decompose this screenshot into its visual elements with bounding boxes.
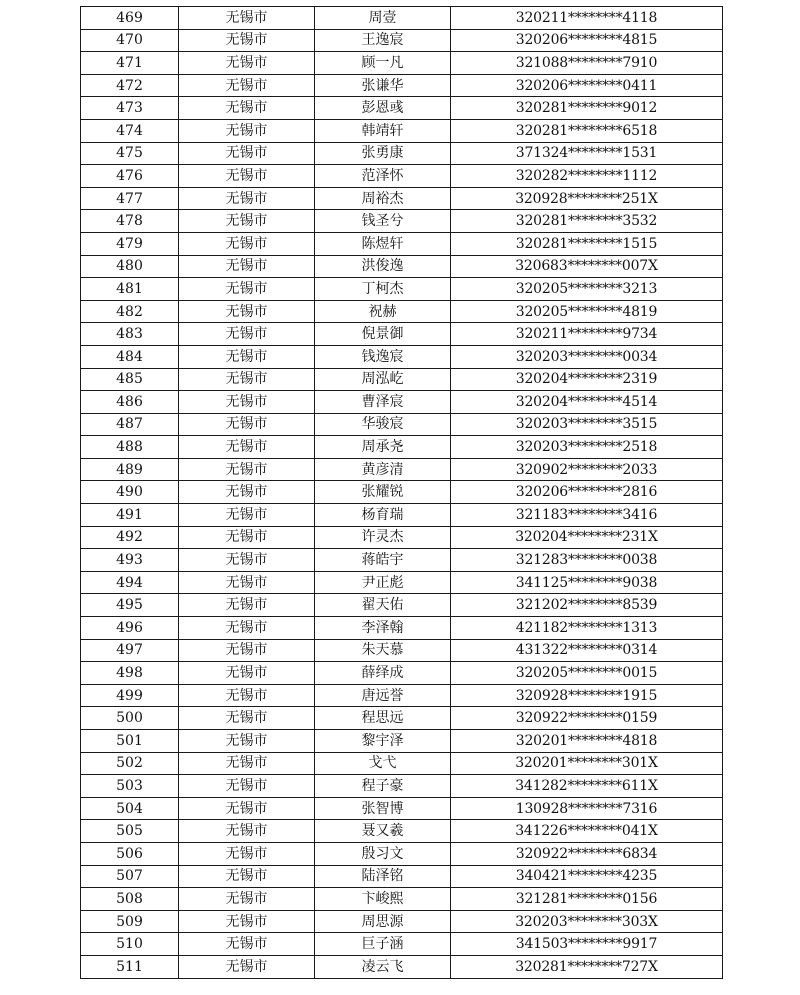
city-cell: 无锡市 (179, 526, 315, 549)
id-number-cell: 320203********2518 (451, 436, 723, 459)
row-number-cell: 511 (81, 955, 179, 978)
table-row (81, 142, 723, 165)
name-cell: 周壹 (315, 7, 451, 30)
row-number-cell: 483 (81, 323, 179, 346)
table-row (81, 639, 723, 662)
table-row (81, 323, 723, 346)
name-cell: 顾一凡 (315, 52, 451, 75)
id-number-cell: 320205********4819 (451, 300, 723, 323)
name-cell: 张谦华 (315, 74, 451, 97)
id-number-cell: 320922********6834 (451, 842, 723, 865)
name-cell: 钱逸宸 (315, 345, 451, 368)
name-cell: 祝赫 (315, 300, 451, 323)
table-row (81, 74, 723, 97)
id-number-cell: 320928********1915 (451, 684, 723, 707)
name-cell: 王逸宸 (315, 29, 451, 52)
table-row (81, 232, 723, 255)
row-number-cell: 475 (81, 142, 179, 165)
row-number-cell: 491 (81, 504, 179, 527)
city-cell: 无锡市 (179, 955, 315, 978)
id-number-cell: 320928********251X (451, 187, 723, 210)
id-number-cell: 371324********1531 (451, 142, 723, 165)
row-number-cell: 507 (81, 865, 179, 888)
name-cell: 唐远誉 (315, 684, 451, 707)
table-row (81, 278, 723, 301)
city-cell: 无锡市 (179, 391, 315, 414)
table-row (81, 210, 723, 233)
name-cell: 曹泽宸 (315, 391, 451, 414)
name-cell: 倪景御 (315, 323, 451, 346)
table-row (81, 368, 723, 391)
table-row (81, 345, 723, 368)
name-cell: 张智博 (315, 797, 451, 820)
row-number-cell: 489 (81, 458, 179, 481)
row-number-cell: 498 (81, 662, 179, 685)
table-row (81, 391, 723, 414)
name-cell: 洪俊逸 (315, 255, 451, 278)
name-cell: 尹正彪 (315, 571, 451, 594)
row-number-cell: 504 (81, 797, 179, 820)
name-cell: 韩靖轩 (315, 119, 451, 142)
table-row (81, 436, 723, 459)
name-cell: 周裕杰 (315, 187, 451, 210)
row-number-cell: 497 (81, 639, 179, 662)
table-row (81, 481, 723, 504)
table-row (81, 684, 723, 707)
row-number-cell: 479 (81, 232, 179, 255)
city-cell: 无锡市 (179, 345, 315, 368)
id-number-cell: 321202********8539 (451, 594, 723, 617)
name-cell: 卞峻熙 (315, 888, 451, 911)
id-number-cell: 321281********0156 (451, 888, 723, 911)
name-cell: 巨子涵 (315, 933, 451, 956)
table-row (81, 165, 723, 188)
table-row (81, 504, 723, 527)
city-cell: 无锡市 (179, 910, 315, 933)
name-cell: 陈煜轩 (315, 232, 451, 255)
table-row (81, 458, 723, 481)
row-number-cell: 505 (81, 820, 179, 843)
name-cell: 朱天慕 (315, 639, 451, 662)
name-cell: 许灵杰 (315, 526, 451, 549)
row-number-cell: 471 (81, 52, 179, 75)
name-cell: 聂又羲 (315, 820, 451, 843)
city-cell: 无锡市 (179, 662, 315, 685)
city-cell: 无锡市 (179, 165, 315, 188)
id-number-cell: 341282********611X (451, 775, 723, 798)
city-cell: 无锡市 (179, 142, 315, 165)
table-row (81, 594, 723, 617)
name-cell: 殷习文 (315, 842, 451, 865)
city-cell: 无锡市 (179, 458, 315, 481)
table-row (81, 888, 723, 911)
id-number-cell: 320683********007X (451, 255, 723, 278)
row-number-cell: 486 (81, 391, 179, 414)
table-row (81, 662, 723, 685)
city-cell: 无锡市 (179, 323, 315, 346)
table-row (81, 97, 723, 120)
id-number-cell: 321183********3416 (451, 504, 723, 527)
city-cell: 无锡市 (179, 842, 315, 865)
id-number-cell: 320204********2319 (451, 368, 723, 391)
id-number-cell: 320206********4815 (451, 29, 723, 52)
name-cell: 薛绎成 (315, 662, 451, 685)
city-cell: 无锡市 (179, 481, 315, 504)
row-number-cell: 482 (81, 300, 179, 323)
table-row (81, 300, 723, 323)
city-cell: 无锡市 (179, 707, 315, 730)
table-row (81, 955, 723, 978)
row-number-cell: 476 (81, 165, 179, 188)
name-cell: 李泽翰 (315, 617, 451, 640)
city-cell: 无锡市 (179, 368, 315, 391)
roster-body (81, 7, 723, 979)
city-cell: 无锡市 (179, 278, 315, 301)
table-row (81, 797, 723, 820)
id-number-cell: 320206********0411 (451, 74, 723, 97)
table-row (81, 707, 723, 730)
name-cell: 周承尧 (315, 436, 451, 459)
row-number-cell: 488 (81, 436, 179, 459)
row-number-cell: 472 (81, 74, 179, 97)
id-number-cell: 341226********041X (451, 820, 723, 843)
city-cell: 无锡市 (179, 7, 315, 30)
row-number-cell: 487 (81, 413, 179, 436)
id-number-cell: 320922********0159 (451, 707, 723, 730)
city-cell: 无锡市 (179, 504, 315, 527)
name-cell: 周泓屹 (315, 368, 451, 391)
id-number-cell: 431322********0314 (451, 639, 723, 662)
id-number-cell: 320281********9012 (451, 97, 723, 120)
id-number-cell: 320281********6518 (451, 119, 723, 142)
name-cell: 钱圣兮 (315, 210, 451, 233)
city-cell: 无锡市 (179, 888, 315, 911)
row-number-cell: 508 (81, 888, 179, 911)
city-cell: 无锡市 (179, 187, 315, 210)
table-row (81, 549, 723, 572)
city-cell: 无锡市 (179, 29, 315, 52)
row-number-cell: 469 (81, 7, 179, 30)
id-number-cell: 130928********7316 (451, 797, 723, 820)
city-cell: 无锡市 (179, 571, 315, 594)
id-number-cell: 340421********4235 (451, 865, 723, 888)
city-cell: 无锡市 (179, 933, 315, 956)
table-row (81, 775, 723, 798)
roster-table (80, 6, 723, 979)
id-number-cell: 341125********9038 (451, 571, 723, 594)
table-row (81, 255, 723, 278)
row-number-cell: 494 (81, 571, 179, 594)
id-number-cell: 320204********4514 (451, 391, 723, 414)
city-cell: 无锡市 (179, 210, 315, 233)
row-number-cell: 477 (81, 187, 179, 210)
table-row (81, 52, 723, 75)
table-row (81, 752, 723, 775)
table-row (81, 571, 723, 594)
row-number-cell: 495 (81, 594, 179, 617)
id-number-cell: 321283********0038 (451, 549, 723, 572)
id-number-cell: 320211********9734 (451, 323, 723, 346)
name-cell: 张勇康 (315, 142, 451, 165)
table-row (81, 842, 723, 865)
row-number-cell: 503 (81, 775, 179, 798)
name-cell: 丁柯杰 (315, 278, 451, 301)
name-cell: 范泽怀 (315, 165, 451, 188)
table-row (81, 413, 723, 436)
city-cell: 无锡市 (179, 232, 315, 255)
city-cell: 无锡市 (179, 436, 315, 459)
id-number-cell: 320205********0015 (451, 662, 723, 685)
id-number-cell: 320281********3532 (451, 210, 723, 233)
row-number-cell: 501 (81, 730, 179, 753)
id-number-cell: 321088********7910 (451, 52, 723, 75)
row-number-cell: 509 (81, 910, 179, 933)
id-number-cell: 341503********9917 (451, 933, 723, 956)
name-cell: 杨育瑞 (315, 504, 451, 527)
table-row (81, 526, 723, 549)
row-number-cell: 502 (81, 752, 179, 775)
table-row (81, 187, 723, 210)
city-cell: 无锡市 (179, 639, 315, 662)
city-cell: 无锡市 (179, 752, 315, 775)
row-number-cell: 484 (81, 345, 179, 368)
city-cell: 无锡市 (179, 797, 315, 820)
row-number-cell: 499 (81, 684, 179, 707)
name-cell: 翟天佑 (315, 594, 451, 617)
table-row (81, 730, 723, 753)
name-cell: 程子豪 (315, 775, 451, 798)
city-cell: 无锡市 (179, 684, 315, 707)
id-number-cell: 320902********2033 (451, 458, 723, 481)
name-cell: 周思源 (315, 910, 451, 933)
table-row (81, 617, 723, 640)
id-number-cell: 421182********1313 (451, 617, 723, 640)
row-number-cell: 493 (81, 549, 179, 572)
id-number-cell: 320282********1112 (451, 165, 723, 188)
city-cell: 无锡市 (179, 413, 315, 436)
name-cell: 程思远 (315, 707, 451, 730)
table-row (81, 865, 723, 888)
table-row (81, 910, 723, 933)
id-number-cell: 320205********3213 (451, 278, 723, 301)
row-number-cell: 478 (81, 210, 179, 233)
name-cell: 华骏宸 (315, 413, 451, 436)
name-cell: 凌云飞 (315, 955, 451, 978)
id-number-cell: 320281********1515 (451, 232, 723, 255)
city-cell: 无锡市 (179, 97, 315, 120)
id-number-cell: 320201********4818 (451, 730, 723, 753)
table-row (81, 933, 723, 956)
city-cell: 无锡市 (179, 730, 315, 753)
id-number-cell: 320203********303X (451, 910, 723, 933)
id-number-cell: 320203********3515 (451, 413, 723, 436)
name-cell: 戈弋 (315, 752, 451, 775)
row-number-cell: 496 (81, 617, 179, 640)
table-row (81, 119, 723, 142)
id-number-cell: 320206********2816 (451, 481, 723, 504)
row-number-cell: 470 (81, 29, 179, 52)
id-number-cell: 320204********231X (451, 526, 723, 549)
table-row (81, 820, 723, 843)
city-cell: 无锡市 (179, 617, 315, 640)
row-number-cell: 492 (81, 526, 179, 549)
city-cell: 无锡市 (179, 549, 315, 572)
table-row (81, 7, 723, 30)
name-cell: 张耀锐 (315, 481, 451, 504)
id-number-cell: 320211********4118 (451, 7, 723, 30)
row-number-cell: 474 (81, 119, 179, 142)
city-cell: 无锡市 (179, 74, 315, 97)
city-cell: 无锡市 (179, 865, 315, 888)
name-cell: 蒋皓宇 (315, 549, 451, 572)
city-cell: 无锡市 (179, 52, 315, 75)
row-number-cell: 510 (81, 933, 179, 956)
roster-sheet (80, 6, 722, 979)
id-number-cell: 320281********727X (451, 955, 723, 978)
table-row (81, 29, 723, 52)
name-cell: 陆泽铭 (315, 865, 451, 888)
city-cell: 无锡市 (179, 255, 315, 278)
row-number-cell: 473 (81, 97, 179, 120)
row-number-cell: 480 (81, 255, 179, 278)
city-cell: 无锡市 (179, 594, 315, 617)
row-number-cell: 485 (81, 368, 179, 391)
id-number-cell: 320203********0034 (451, 345, 723, 368)
city-cell: 无锡市 (179, 119, 315, 142)
row-number-cell: 490 (81, 481, 179, 504)
row-number-cell: 481 (81, 278, 179, 301)
city-cell: 无锡市 (179, 300, 315, 323)
name-cell: 黎宇泽 (315, 730, 451, 753)
id-number-cell: 320201********301X (451, 752, 723, 775)
name-cell: 彭恩彧 (315, 97, 451, 120)
row-number-cell: 500 (81, 707, 179, 730)
city-cell: 无锡市 (179, 820, 315, 843)
name-cell: 黄彦清 (315, 458, 451, 481)
city-cell: 无锡市 (179, 775, 315, 798)
row-number-cell: 506 (81, 842, 179, 865)
